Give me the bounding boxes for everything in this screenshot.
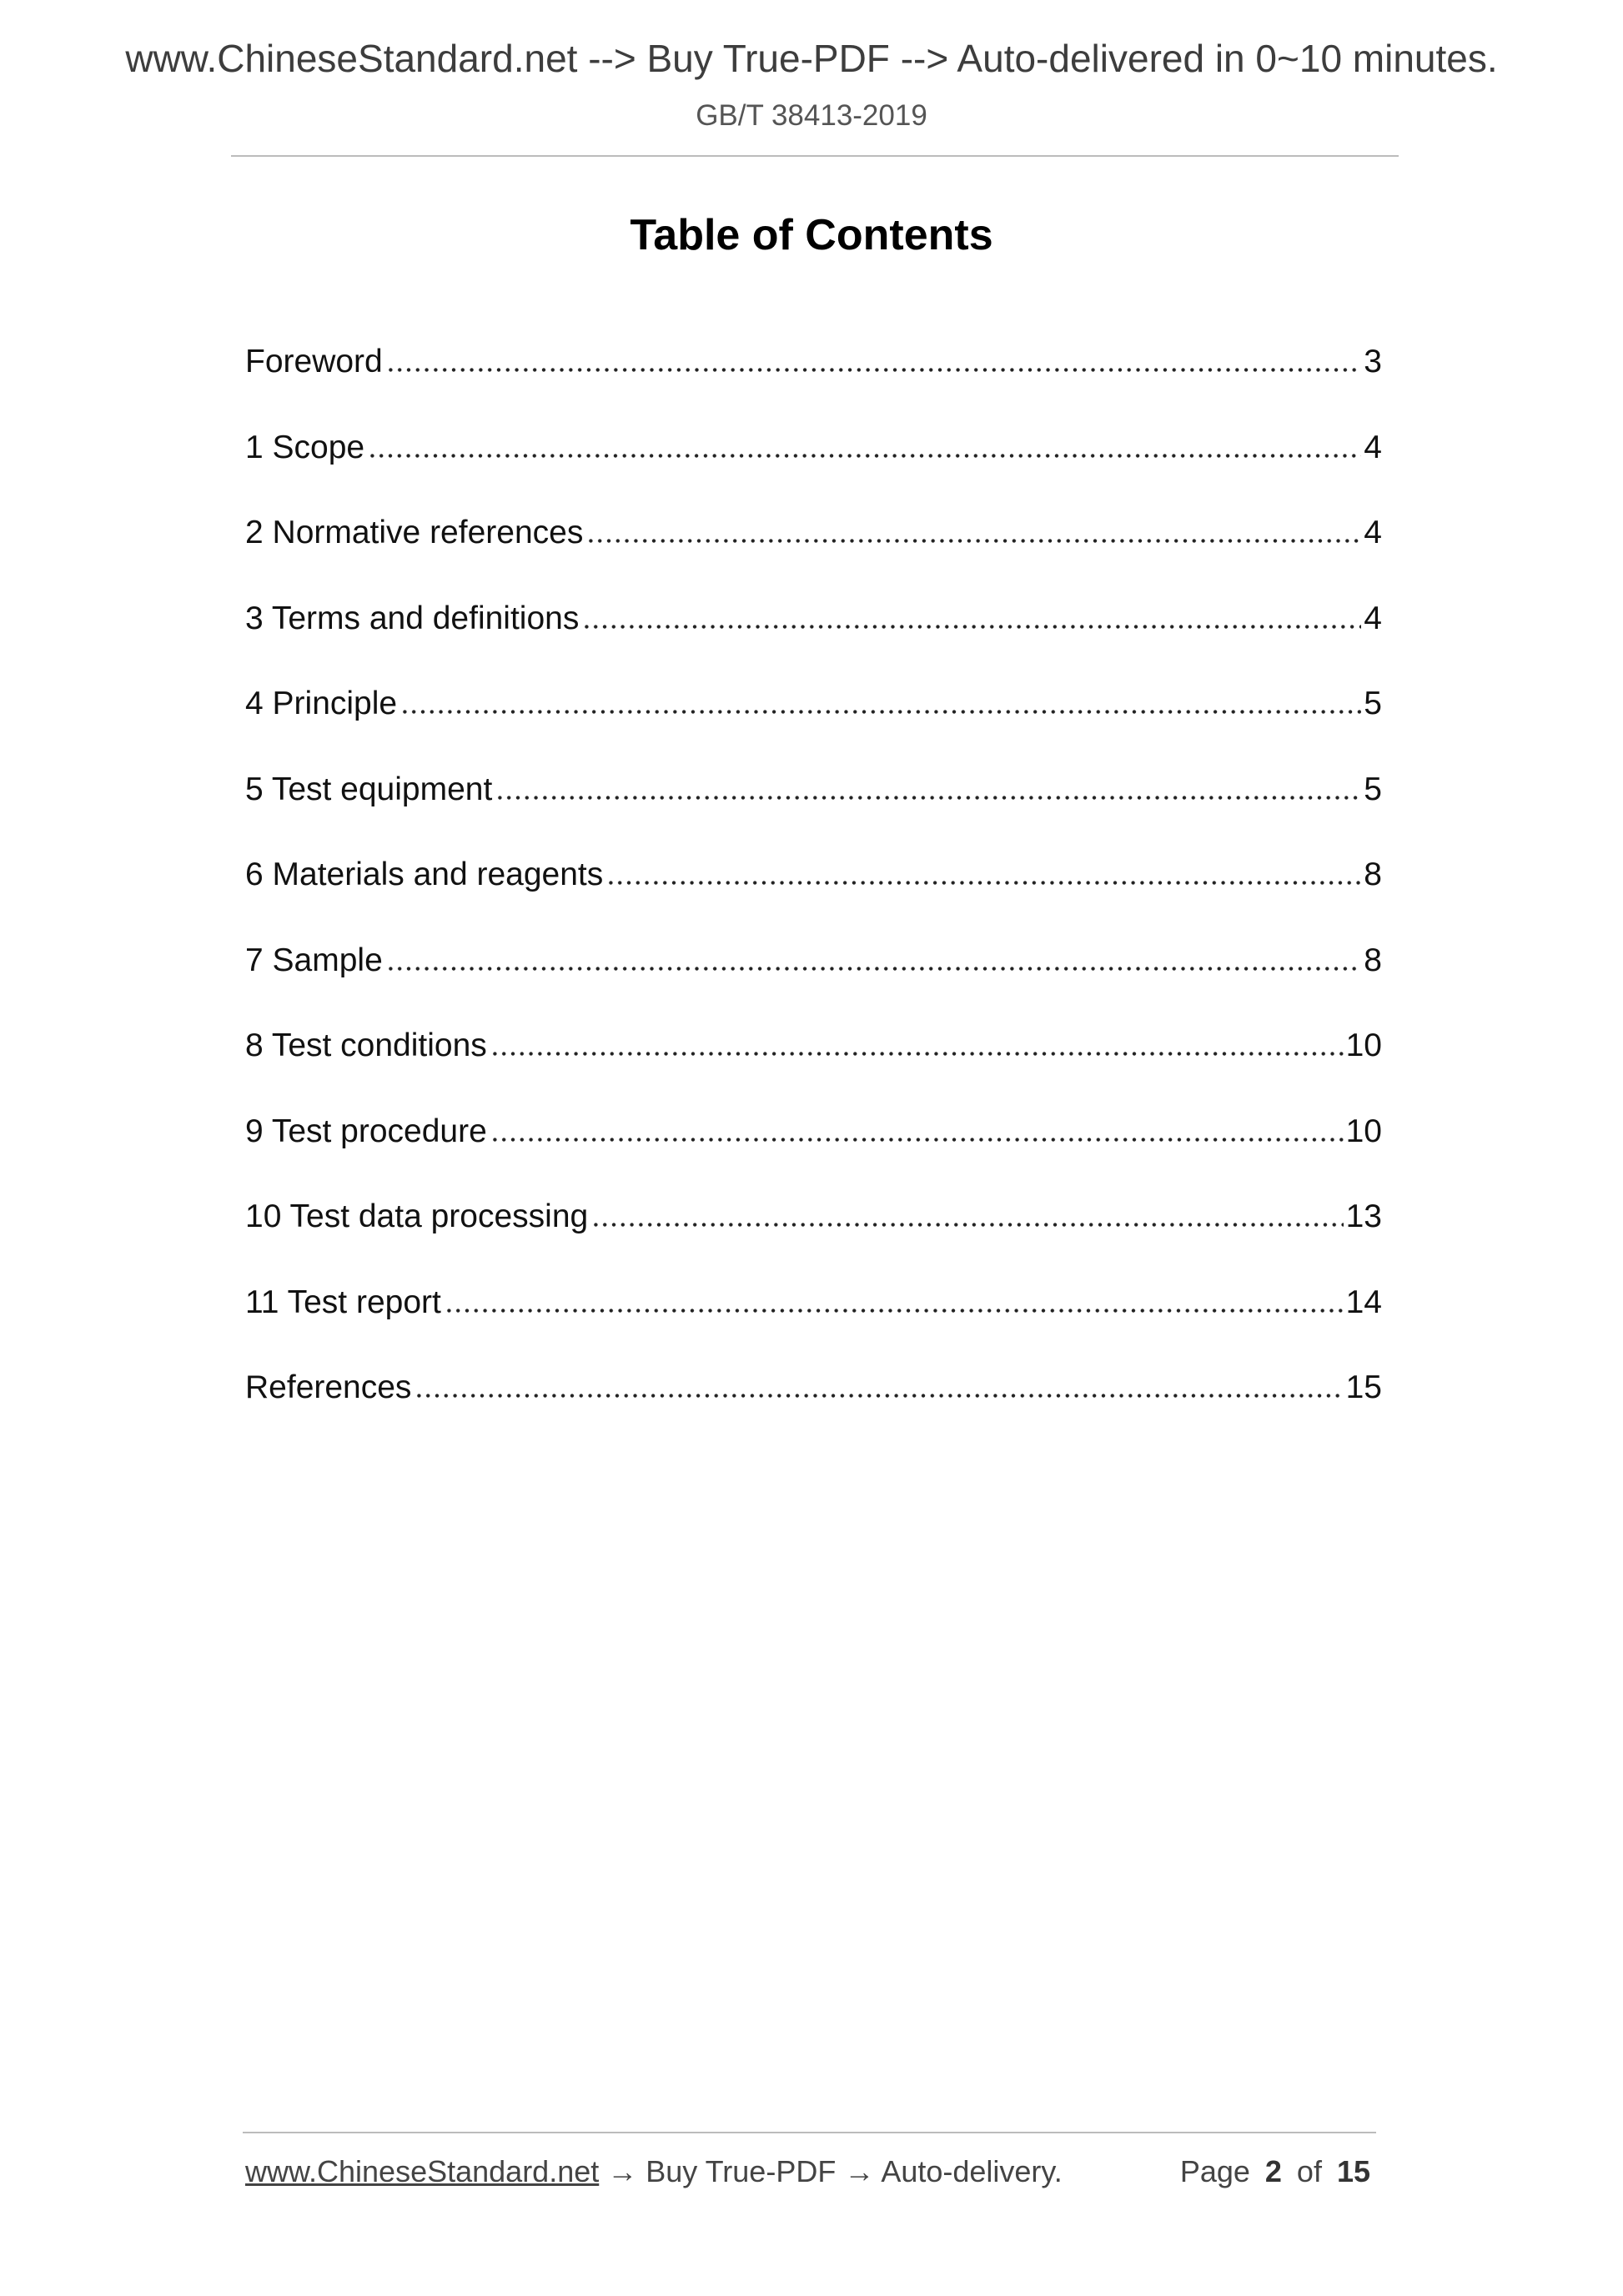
- dot-leader: [490, 1138, 1344, 1142]
- page-footer: [245, 2152, 1370, 2192]
- toc-entry-label: 8 Test conditions: [245, 1027, 487, 1063]
- toc-entry-page: 10: [1345, 1113, 1382, 1149]
- dot-leader: [386, 967, 1362, 971]
- dot-leader: [400, 710, 1361, 714]
- toc-entry-page: 5: [1364, 771, 1382, 807]
- toc-entry-label: References: [245, 1369, 412, 1405]
- toc-entry-principle[interactable]: [245, 661, 1382, 747]
- toc-entry-label: 2 Normative references: [245, 515, 584, 550]
- page-title: Table of Contents: [630, 211, 993, 259]
- toc-entry-label: 1 Scope: [245, 429, 365, 465]
- dot-leader: [586, 539, 1361, 543]
- toc-entry-test-data-processing[interactable]: [245, 1174, 1382, 1260]
- toc-entry-test-report[interactable]: [245, 1260, 1382, 1346]
- dot-leader: [386, 368, 1362, 372]
- toc-entry-page: 10: [1345, 1027, 1382, 1063]
- table-of-contents: [245, 319, 1382, 1431]
- page-total: 15: [1336, 2154, 1370, 2188]
- footer-tagline: → Buy True-PDF → Auto-delivery.: [599, 2154, 1063, 2188]
- toc-entry-scope[interactable]: [245, 405, 1382, 491]
- header-divider: [231, 155, 1399, 157]
- dot-leader: [606, 881, 1361, 885]
- toc-entry-label: 10 Test data processing: [245, 1198, 589, 1234]
- toc-entry-normative-references[interactable]: [245, 490, 1382, 576]
- toc-entry-sample[interactable]: [245, 918, 1382, 1004]
- dot-leader: [495, 796, 1361, 800]
- dot-leader: [490, 1052, 1344, 1056]
- toc-entry-label: 3 Terms and definitions: [245, 600, 580, 636]
- dot-leader: [591, 1223, 1343, 1227]
- toc-entry-label: 6 Materials and reagents: [245, 857, 604, 892]
- toc-entry-page: 4: [1364, 600, 1382, 636]
- toc-entry-page: 4: [1364, 515, 1382, 550]
- toc-entry-page: 8: [1364, 942, 1382, 978]
- page-indicator: [1180, 2152, 1370, 2192]
- dot-leader: [368, 454, 1361, 458]
- toc-entry-page: 3: [1364, 344, 1382, 379]
- toc-entry-label: 11 Test report: [245, 1284, 441, 1320]
- toc-entry-page: 4: [1364, 429, 1382, 465]
- toc-entry-page: 13: [1345, 1198, 1382, 1234]
- page-label: Page: [1179, 2154, 1250, 2188]
- toc-entry-test-equipment[interactable]: [245, 747, 1382, 833]
- toc-entry-page: 5: [1364, 686, 1382, 721]
- toc-entry-label: 4 Principle: [245, 686, 398, 721]
- page-of-label: of: [1296, 2154, 1322, 2188]
- toc-entry-page: 8: [1364, 857, 1382, 892]
- toc-entry-references[interactable]: [245, 1345, 1382, 1431]
- dot-leader: [415, 1394, 1343, 1398]
- header-banner: www.ChineseStandard.net --> Buy True-PDF --> Auto-delivered in 0~10 minutes.: [125, 37, 1498, 80]
- toc-entry-page: 14: [1345, 1284, 1382, 1320]
- toc-entry-label: 5 Test equipment: [245, 771, 493, 807]
- toc-entry-materials-and-reagents[interactable]: [245, 832, 1382, 918]
- document-id: GB/T 38413-2019: [696, 99, 927, 132]
- toc-entry-test-procedure[interactable]: [245, 1089, 1382, 1175]
- toc-entry-label: 9 Test procedure: [245, 1113, 487, 1149]
- toc-entry-label: Foreword: [245, 344, 383, 379]
- toc-entry-page: 15: [1345, 1369, 1382, 1405]
- toc-entry-terms-and-definitions[interactable]: [245, 576, 1382, 662]
- toc-entry-test-conditions[interactable]: [245, 1003, 1382, 1089]
- footer-site-link[interactable]: www.ChineseStandard.net: [245, 2154, 600, 2188]
- toc-entry-foreword[interactable]: [245, 319, 1382, 405]
- toc-entry-label: 7 Sample: [245, 942, 383, 978]
- dot-leader: [582, 625, 1361, 629]
- page-current: 2: [1264, 2154, 1282, 2188]
- footer-promo: [245, 2152, 1063, 2192]
- footer-divider: [243, 2132, 1376, 2133]
- dot-leader: [445, 1309, 1344, 1313]
